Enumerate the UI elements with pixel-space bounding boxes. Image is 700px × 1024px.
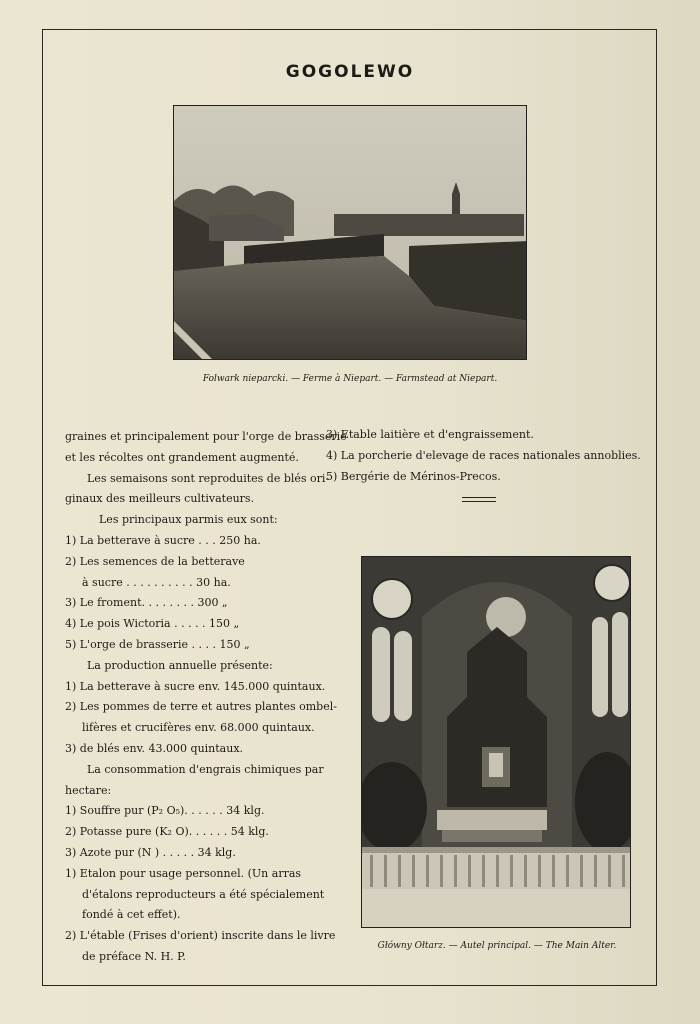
text-line: hectare: <box>65 783 112 797</box>
section-divider <box>462 497 496 502</box>
list-item: 5) L'orge de brasserie . . . . 150 „ <box>65 637 250 651</box>
page-title: GOGOLEWO <box>285 62 415 82</box>
list-item: 1) La betterave à sucre . . . 250 ha. <box>65 533 261 547</box>
list-item: 2) Potasse pure (K₂ O). . . . . . 54 klg. <box>65 825 269 839</box>
list-item: à sucre . . . . . . . . . . 30 ha. <box>82 575 231 589</box>
text-line: graines et principalement pour l'orge de brasserie <box>65 430 347 443</box>
text-line: La consommation d'engrais chimiques par <box>87 762 324 776</box>
farmstead-photo-caption: Folwark nieparcki. — Ferme à Niepart. — Farmstead at Niepart. <box>202 374 498 384</box>
list-item: 2) L'étable (Frises d'orient) inscrite dans le livre <box>65 929 336 943</box>
list-item: 3) Le froment. . . . . . . . 300 „ <box>65 596 228 610</box>
left-text-column <box>65 427 347 968</box>
list-item: 1) Souffre pur (P₂ O₅). . . . . . 34 klg. <box>65 804 265 818</box>
text-line: Les principaux parmis eux sont: <box>99 513 278 527</box>
text-line: La production annuelle présente: <box>87 658 273 672</box>
list-item: 1) Etalon pour usage personnel. (Un arras <box>65 866 302 880</box>
list-item: 3) de blés env. 43.000 quintaux. <box>65 741 244 755</box>
farmstead-photo <box>173 105 527 360</box>
text-line: Les semaisons sont reproduites de blés ori- <box>87 471 330 485</box>
list-item: 1) La betterave à sucre env. 145.000 quintaux. <box>65 679 326 693</box>
right-text-column <box>326 425 646 487</box>
main-altar-photo-caption: Główny Ołtarz. — Autel principal. — The Main Alter. <box>377 941 617 951</box>
main-altar-photo <box>361 556 631 928</box>
list-item: 3) Etable laitière et d'engraissement. <box>326 428 534 441</box>
list-item: d'étalons reproducteurs a été spécialement <box>82 887 325 901</box>
list-item: 5) Bergérie de Mérinos-Precos. <box>326 469 501 483</box>
text-line: ginaux des meilleurs cultivateurs. <box>65 492 255 506</box>
text-line: et les récoltes ont grandement augmenté. <box>65 450 299 464</box>
list-item: 3) Azote pur (N ) . . . . . 34 klg. <box>65 845 236 859</box>
list-item: 2) Les pommes de terre et autres plantes ombel- <box>65 700 337 714</box>
list-item: fondé à cet effet). <box>82 908 181 922</box>
list-item: de préface N. H. P. <box>82 949 186 963</box>
list-item: 4) La porcherie d'elevage de races nationales annoblies. <box>326 448 641 462</box>
list-item: 4) Le pois Wictoria . . . . . 150 „ <box>65 617 240 631</box>
list-item: 2) Les semences de la betterave <box>65 554 245 568</box>
list-item: lifères et crucifères env. 68.000 quintaux. <box>82 721 315 735</box>
